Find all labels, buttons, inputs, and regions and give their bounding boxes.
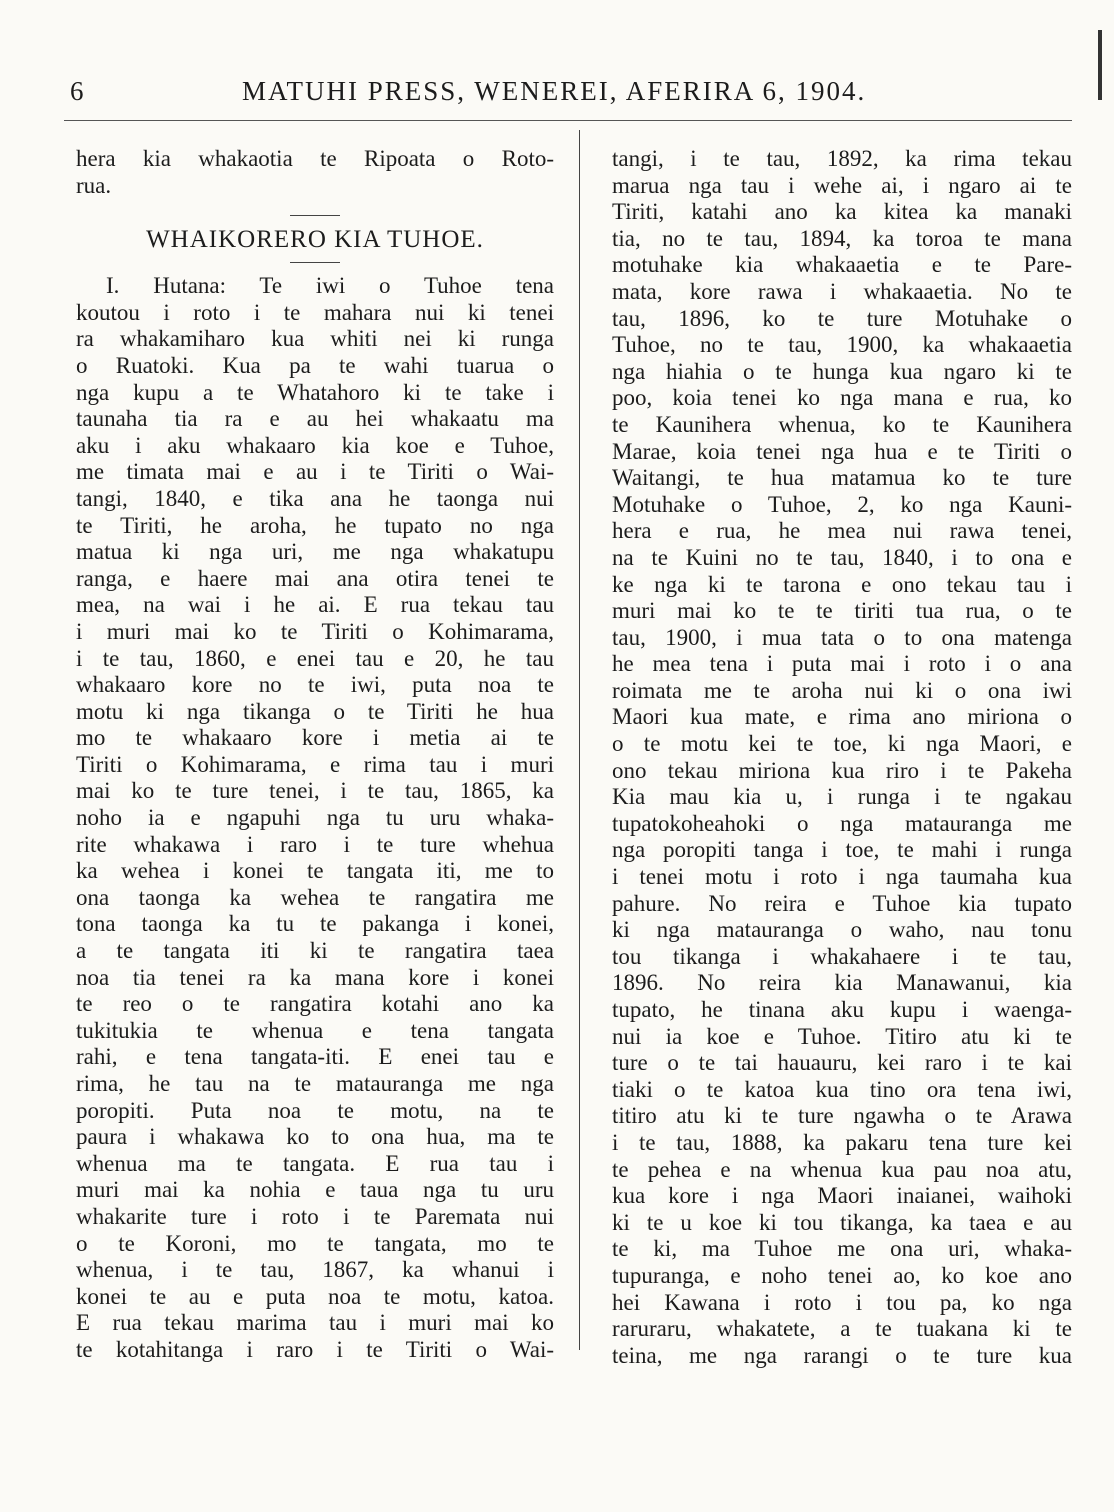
text-line: tangi, i te tau, 1892, ka rima tekau bbox=[612, 146, 1072, 171]
text-line: o te Koroni, mo te tangata, mo te bbox=[76, 1230, 554, 1256]
text-line: Motuhake o Tuhoe, 2, ko nga Kauni- bbox=[612, 491, 1072, 517]
text-line: te ki, ma Tuhoe me ona uri, whaka- bbox=[612, 1236, 1072, 1262]
text-line: mo te whakaaro kore i metia ai te bbox=[76, 725, 554, 751]
section-title: WHAIKORERO KIA TUHOE. bbox=[146, 226, 484, 254]
text-line: tia, no te tau, 1894, ka toroa te mana bbox=[612, 225, 1072, 251]
text-line: ki te u koe ki tou tikanga, ka taea e au bbox=[612, 1209, 1072, 1235]
text-line: nga poropiti tanga i toe, te mahi i runga bbox=[612, 837, 1072, 863]
text-line: tiaki o te katoa kua tino ora tena iwi, bbox=[612, 1076, 1072, 1102]
text-line: whenua ma te tangata. E rua tau i bbox=[76, 1150, 554, 1176]
masthead: MATUHI PRESS, WENEREI, AFERIRA 6, 1904. bbox=[242, 76, 867, 106]
text-line: rima, he tau na te matauranga me nga bbox=[76, 1071, 554, 1096]
text-line: na te Kuini no te tau, 1840, i to ona e bbox=[612, 544, 1072, 570]
text-line: aku i aku whakaaro kia koe e Tuhoe, bbox=[76, 432, 554, 458]
text-line: Maori kua mate, e rima ano miriona o bbox=[612, 704, 1072, 730]
text-line: te Tiriti, he aroha, he tupato no nga bbox=[76, 512, 554, 538]
text-line: I. Hutana: Te iwi o Tuhoe tena bbox=[106, 273, 554, 299]
text-line: hera e rua, he mea nui rawa tenei, bbox=[612, 518, 1072, 544]
page-header bbox=[70, 76, 910, 116]
text-line: titiro atu ki te ture ngawha o te Arawa bbox=[612, 1103, 1072, 1129]
title-rule-top bbox=[290, 215, 340, 216]
text-line: poropiti. Puta noa te motu, na te bbox=[76, 1097, 554, 1123]
text-line: noa tia tenei ra ka mana kore i konei bbox=[76, 964, 554, 990]
intro-paragraph bbox=[76, 146, 554, 199]
text-line: muri mai ka nohia e taua nga tu uru bbox=[76, 1177, 554, 1203]
column-divider bbox=[579, 130, 580, 1350]
text-line: ture o te tai hauauru, kei raro i te kai bbox=[612, 1050, 1072, 1076]
text-line: a te tangata iti ki te rangatira taea bbox=[76, 938, 554, 964]
left-body-text bbox=[76, 273, 554, 1363]
text-line: ona taonga ka wehea te rangatira me bbox=[76, 884, 554, 910]
text-line: rite whakawa i raro i te ture whehua bbox=[76, 831, 554, 857]
text-line: tangi, 1840, e tika ana he taonga nui bbox=[76, 485, 554, 511]
text-line: Waitangi, te hua matamua ko te ture bbox=[612, 465, 1072, 491]
text-line: tupuranga, e noho tenei ao, ko koe ano bbox=[612, 1262, 1072, 1288]
text-line: ono tekau miriona kua riro i te Pakeha bbox=[612, 757, 1072, 783]
text-line: ke nga ki te tarona e ono tekau tau i bbox=[612, 571, 1072, 597]
text-line: te reo o te rangatira kotahi ano ka bbox=[76, 991, 554, 1017]
text-line: tau, 1900, i mua tata o to ona matenga bbox=[612, 624, 1072, 650]
text-line: te pehea e na whenua kua pau noa atu, bbox=[612, 1156, 1072, 1182]
text-line: whenua, i te tau, 1867, ka whanui i bbox=[76, 1257, 554, 1283]
title-rule-bottom bbox=[290, 262, 340, 263]
text-line: o te motu kei te toe, ki nga Maori, e bbox=[612, 731, 1072, 757]
text-line: tau, 1896, ko te ture Motuhake o bbox=[612, 305, 1072, 331]
text-line: i te tau, 1888, ka pakaru tena ture kei bbox=[612, 1129, 1072, 1155]
left-column bbox=[76, 146, 554, 1364]
text-line: marua nga tau i wehe ai, i ngaro ai te bbox=[612, 172, 1072, 198]
text-line: i muri mai ko te Tiriti o Kohimarama, bbox=[76, 618, 554, 644]
text-line: he mea tena i puta mai i roto i o ana bbox=[612, 651, 1072, 677]
text-line: tou tikanga i whakahaere i te tau, bbox=[612, 943, 1072, 969]
text-line: konei te au e puta noa te motu, katoa. bbox=[76, 1283, 554, 1309]
text-line: roimata me te aroha nui ki o ona iwi bbox=[612, 677, 1072, 703]
text-line: tona taonga ka tu te pakanga i konei, bbox=[76, 911, 554, 937]
text-line: tukitukia te whenua e tena tangata bbox=[76, 1017, 554, 1043]
page-edge-mark bbox=[1098, 30, 1102, 100]
text-line: Kia mau kia u, i runga i te ngakau bbox=[612, 784, 1072, 810]
text-line: rua. bbox=[76, 172, 112, 198]
text-line: teina, me nga rarangi o te ture kua bbox=[612, 1342, 1072, 1368]
text-line: whakarite ture i roto i te Paremata nui bbox=[76, 1203, 554, 1229]
text-line: raruraru, whakatete, a te tuakana ki te bbox=[612, 1316, 1072, 1342]
text-line: matua ki nga uri, me nga whakatupu bbox=[76, 539, 554, 565]
text-line: poo, koia tenei ko nga mana e rua, ko bbox=[612, 385, 1072, 411]
text-line: tupatokoheahoki o nga matauranga me bbox=[612, 810, 1072, 836]
text-line: Tiriti o Kohimarama, e rima tau i muri bbox=[76, 751, 554, 777]
text-line: ranga, e haere mai ana otira tenei te bbox=[76, 565, 554, 591]
text-line: me timata mai e au i te Tiriti o Wai- bbox=[76, 459, 554, 485]
text-line: nga kupu a te Whatahoro ki te take i bbox=[76, 379, 554, 405]
text-line: hera kia whakaotia te Ripoata o Roto- bbox=[76, 146, 554, 171]
text-line: Tiriti, katahi ano ka kitea ka manaki bbox=[612, 199, 1072, 225]
text-line: tupato, he tinana aku kupu i waenga- bbox=[612, 997, 1072, 1022]
text-line: E rua tekau marima tau i muri mai ko bbox=[76, 1310, 554, 1336]
header-rule bbox=[64, 120, 1072, 121]
right-column bbox=[612, 146, 1072, 1369]
text-line: i te tau, 1860, e enei tau e 20, he tau bbox=[76, 645, 554, 671]
text-line: kua kore i nga Maori inaianei, waihoki bbox=[612, 1183, 1072, 1209]
text-line: hei Kawana i roto i tou pa, ko nga bbox=[612, 1289, 1072, 1315]
text-line: te Kaunihera whenua, ko te Kaunihera bbox=[612, 411, 1072, 437]
text-line: Tuhoe, no te tau, 1900, ka whakaaetia bbox=[612, 332, 1072, 358]
text-line: 1896. No reira kia Manawanui, kia bbox=[612, 970, 1072, 996]
text-line: te kotahitanga i raro i te Tiriti o Wai- bbox=[76, 1336, 554, 1362]
text-line: whakaaro kore no te iwi, puta noa te bbox=[76, 672, 554, 698]
text-line: rahi, e tena tangata-iti. E enei tau e bbox=[76, 1044, 554, 1070]
text-line: taunaha tia ra e au hei whakaatu ma bbox=[76, 406, 554, 432]
text-line: Marae, koia tenei nga hua e te Tiriti o bbox=[612, 438, 1072, 464]
page-number: 6 bbox=[70, 76, 86, 106]
text-line: mea, na wai i he ai. E rua tekau tau bbox=[76, 592, 554, 618]
text-line: i tenei motu i roto i nga taumaha kua bbox=[612, 864, 1072, 890]
right-body-text bbox=[612, 146, 1072, 1369]
text-line: muri mai ko te te tiriti tua rua, o te bbox=[612, 598, 1072, 624]
text-line: o Ruatoki. Kua pa te wahi tuarua o bbox=[76, 352, 554, 378]
text-line: mai ko te ture tenei, i te tau, 1865, ka bbox=[76, 778, 554, 804]
text-line: paura i whakawa ko to ona hua, ma te bbox=[76, 1124, 554, 1150]
text-line: koutou i roto i te mahara nui ki tenei bbox=[76, 299, 554, 325]
text-line: nga hiahia o te hunga kua ngaro ki te bbox=[612, 358, 1072, 384]
text-line: ra whakamiharo kua whiti nei ki runga bbox=[76, 326, 554, 352]
text-line: pahure. No reira e Tuhoe kia tupato bbox=[612, 890, 1072, 916]
text-line: noho ia e ngapuhi nga tu uru whaka- bbox=[76, 805, 554, 831]
text-line: ka wehea i konei te tangata iti, me to bbox=[76, 858, 554, 884]
text-line: mata, kore rawa i whakaaetia. No te bbox=[612, 278, 1072, 304]
text-line: motu ki nga tikanga o te Tiriti he hua bbox=[76, 698, 554, 724]
text-line: motuhake kia whakaaetia e te Pare- bbox=[612, 252, 1072, 278]
text-line: nui ia koe e Tuhoe. Titiro atu ki te bbox=[612, 1023, 1072, 1049]
text-line: ki nga matauranga o waho, nau tonu bbox=[612, 917, 1072, 943]
